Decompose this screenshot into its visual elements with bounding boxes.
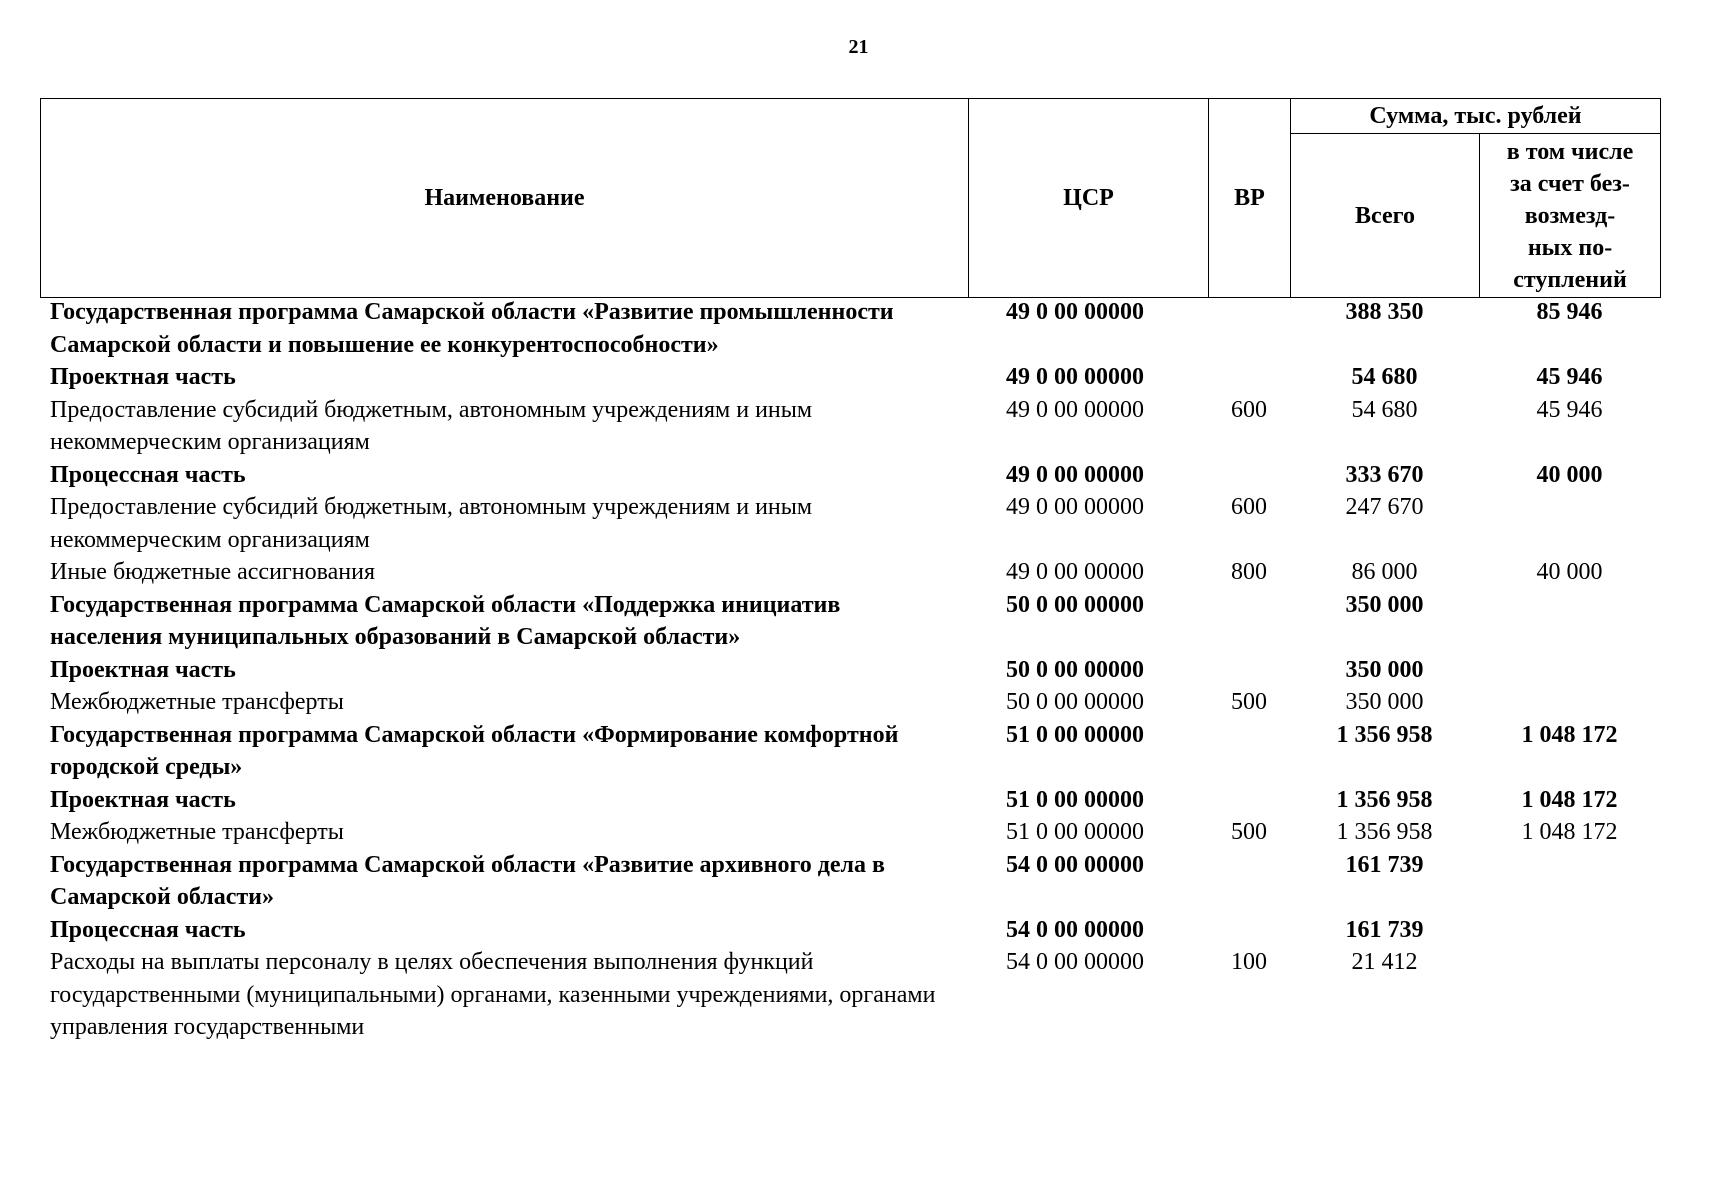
table-row xyxy=(40,686,1660,719)
header-sum-title: Сумма, тыс. рублей xyxy=(1291,99,1661,134)
table-row xyxy=(40,914,1660,947)
row-including-grants: 1 048 172 xyxy=(1521,819,1618,845)
row-name: Государственная программа Самарской области «Формирование комфортной городской среды» xyxy=(50,721,899,780)
row-name: Расходы на выплаты персоналу в целях обеспечения выполнения функций государственными (муниципальными) органами, казенными учреждениями, органами управления государственными xyxy=(50,949,936,1040)
header-incl-line: в том числе xyxy=(1506,138,1634,165)
row-vr xyxy=(1208,654,1290,687)
row-csr: 49 0 00 00000 xyxy=(1006,299,1144,325)
row-csr: 54 0 00 00000 xyxy=(1006,916,1144,943)
row-total: 161 739 xyxy=(1345,916,1424,943)
row-including-grants: 1 048 172 xyxy=(1521,721,1618,748)
table-row xyxy=(40,491,1660,556)
row-csr: 50 0 00 00000 xyxy=(1006,689,1144,715)
row-total: 21 412 xyxy=(1351,949,1418,975)
row-name: Межбюджетные трансферты xyxy=(50,689,344,715)
header-total: Всего xyxy=(1291,134,1480,298)
row-total: 1 356 958 xyxy=(1336,819,1433,845)
table-row xyxy=(40,361,1660,394)
row-csr: 51 0 00 00000 xyxy=(1006,819,1144,845)
table-row xyxy=(40,556,1660,589)
row-total: 161 739 xyxy=(1345,851,1424,878)
row-total: 350 000 xyxy=(1345,656,1424,683)
table-row xyxy=(40,946,1660,1044)
row-name: Предоставление субсидий бюджетным, автономным учреждениям и иным некоммерческим организациям xyxy=(50,494,813,553)
header-csr: ЦСР xyxy=(969,99,1209,298)
table-row xyxy=(40,784,1660,817)
row-name: Предоставление субсидий бюджетным, автономным учреждениям и иным некоммерческим организациям xyxy=(50,396,813,455)
header-incl-line: ных по- xyxy=(1527,234,1613,261)
row-csr: 49 0 00 00000 xyxy=(1006,559,1144,585)
row-name: Государственная программа Самарской области «Поддержка инициатив населения муниципальных образований в Самарской области» xyxy=(50,591,841,650)
row-total: 54 680 xyxy=(1351,396,1418,423)
header-vr: ВР xyxy=(1209,99,1291,298)
row-vr: 600 xyxy=(1231,494,1267,520)
table-row xyxy=(40,654,1660,687)
row-total: 1 356 958 xyxy=(1336,786,1433,813)
row-vr xyxy=(1208,914,1290,947)
row-total: 247 670 xyxy=(1345,494,1424,520)
row-total: 54 680 xyxy=(1351,364,1418,390)
row-vr xyxy=(1208,784,1290,817)
row-total: 1 356 958 xyxy=(1336,721,1433,748)
table-row xyxy=(40,394,1660,459)
row-name: Межбюджетные трансферты xyxy=(50,819,344,845)
row-including-grants: 40 000 xyxy=(1536,461,1603,488)
table-row xyxy=(40,459,1660,492)
row-name: Проектная часть xyxy=(50,364,236,390)
header-name: Наименование xyxy=(41,99,969,298)
row-including-grants: 45 946 xyxy=(1536,396,1603,423)
row-name: Проектная часть xyxy=(50,656,236,683)
row-total: 388 350 xyxy=(1345,299,1424,325)
row-csr: 50 0 00 00000 xyxy=(1006,656,1144,683)
row-name: Процессная часть xyxy=(50,461,246,488)
budget-table xyxy=(40,296,1660,1044)
row-vr: 500 xyxy=(1231,689,1267,715)
row-vr xyxy=(1208,719,1290,784)
row-name: Проектная часть xyxy=(50,786,236,813)
header-including-grants xyxy=(1480,134,1661,298)
row-csr: 49 0 00 00000 xyxy=(1006,396,1144,423)
row-vr: 100 xyxy=(1231,949,1267,975)
row-including-grants xyxy=(1479,849,1660,914)
row-vr xyxy=(1208,361,1290,394)
table-row xyxy=(40,719,1660,784)
table-row xyxy=(40,296,1660,361)
row-including-grants xyxy=(1479,589,1660,654)
row-including-grants: 1 048 172 xyxy=(1521,786,1618,813)
row-total: 350 000 xyxy=(1345,591,1424,618)
header-incl-line: за счет без- xyxy=(1510,170,1630,197)
row-including-grants: 45 946 xyxy=(1536,364,1603,390)
row-csr: 49 0 00 00000 xyxy=(1006,364,1144,390)
row-including-grants: 85 946 xyxy=(1536,299,1603,325)
page-number: 21 xyxy=(848,36,869,58)
row-csr: 51 0 00 00000 xyxy=(1006,721,1144,748)
row-csr: 49 0 00 00000 xyxy=(1006,461,1144,488)
row-total: 333 670 xyxy=(1345,461,1424,488)
row-vr xyxy=(1208,849,1290,914)
table-header xyxy=(40,98,1661,298)
row-including-grants: 40 000 xyxy=(1536,559,1603,585)
row-including-grants xyxy=(1479,654,1660,687)
row-csr: 54 0 00 00000 xyxy=(1006,949,1144,975)
header-incl-line: ступлений xyxy=(1513,266,1627,293)
table-row xyxy=(40,589,1660,654)
row-vr xyxy=(1208,296,1290,361)
row-including-grants xyxy=(1479,914,1660,947)
table-row xyxy=(40,816,1660,849)
row-total: 350 000 xyxy=(1345,689,1424,715)
row-including-grants xyxy=(1479,946,1660,1044)
row-vr: 600 xyxy=(1231,396,1267,423)
header-incl-line: возмезд- xyxy=(1524,202,1616,229)
row-name: Государственная программа Самарской области «Развитие промышленности Самарской области и повышение ее конкурентоспособности» xyxy=(50,299,894,358)
row-vr xyxy=(1208,589,1290,654)
row-including-grants xyxy=(1479,686,1660,719)
row-vr: 500 xyxy=(1231,819,1267,845)
row-csr: 51 0 00 00000 xyxy=(1006,786,1144,813)
row-vr: 800 xyxy=(1231,559,1267,585)
row-csr: 49 0 00 00000 xyxy=(1006,494,1144,520)
row-including-grants xyxy=(1479,491,1660,556)
row-name: Иные бюджетные ассигнования xyxy=(50,559,375,585)
row-name: Процессная часть xyxy=(50,916,246,943)
row-total: 86 000 xyxy=(1351,559,1418,585)
row-csr: 54 0 00 00000 xyxy=(1006,851,1144,878)
row-csr: 50 0 00 00000 xyxy=(1006,591,1144,618)
row-vr xyxy=(1208,459,1290,492)
table-row xyxy=(40,849,1660,914)
row-name: Государственная программа Самарской области «Развитие архивного дела в Самарской области» xyxy=(50,851,885,910)
